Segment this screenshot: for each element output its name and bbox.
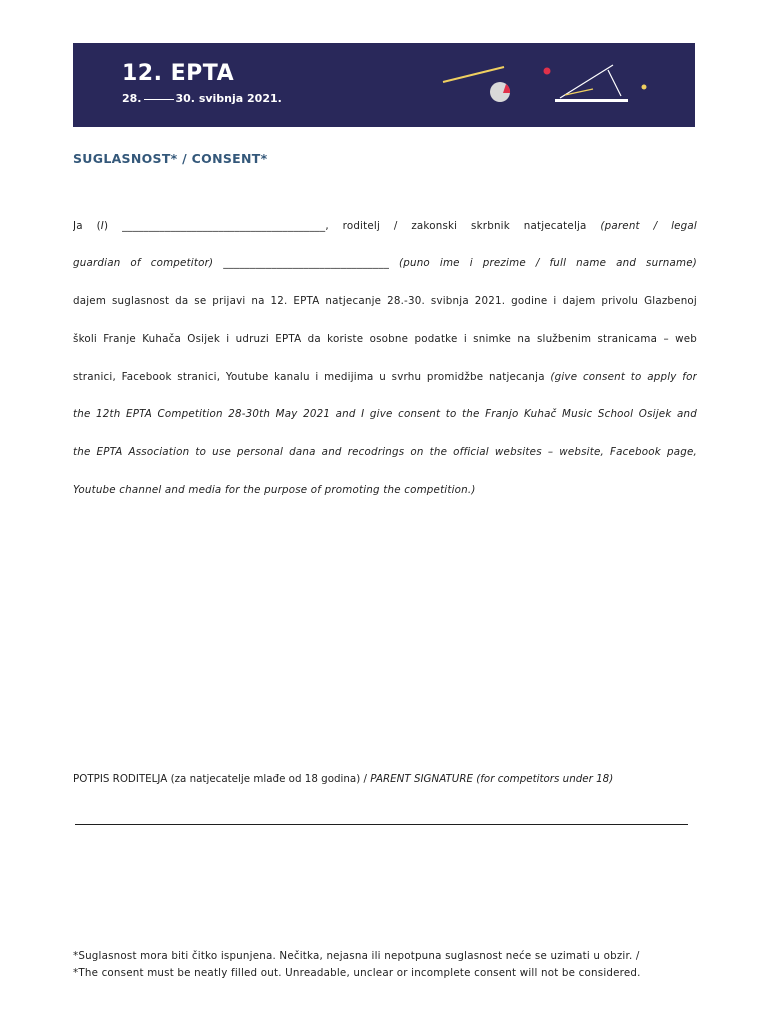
signature-label: POTPIS RODITELJA (za natjecatelje mlađe od 18 godina) / PARENT SIGNATURE (for competitors under 18) [73, 773, 614, 785]
body-line-6: the 12th EPTA Competition 28-30th May 2021 and I give consent to the Franjo Kuhač Music School Osijek and [73, 408, 697, 420]
yellow-dot [642, 85, 647, 90]
white-diagonal-line [560, 65, 613, 98]
body-line-3: dajem suglasnost da se prijavi na 12. EPTA natjecanje 28.-30. svibnja 2021. godine i dajem privolu Glazbenoj [73, 295, 697, 307]
signature-line[interactable] [75, 824, 688, 825]
body-line-7: the EPTA Association to use personal dana and recodrings on the official websites – website, Facebook page, [73, 446, 697, 458]
red-dot [544, 68, 551, 75]
header-banner [73, 43, 695, 127]
body-line-8: Youtube channel and media for the purpose of promoting the competition.) [73, 484, 476, 496]
consent-heading: SUGLASNOST* / CONSENT* [73, 151, 268, 166]
body-line-5: stranici, Facebook stranici, Youtube kanalu i medijima u svrhu promidžbe natjecanja (give consent to apply for [73, 371, 697, 383]
body-line-2: guardian of competitor) _______________________________ (puno ime i prezime / full name and surname) [73, 257, 697, 269]
event-title: 12. EPTA [122, 61, 235, 86]
yellow-stroke-left [443, 67, 504, 82]
body-line-4: školi Franje Kuhača Osijek i udruzi EPTA da koriste osobne podatke i snimke na službenim stranicama – web [73, 333, 697, 345]
date-start: 28. [122, 92, 142, 105]
banner-illustration [73, 43, 695, 127]
body-line-1: Ja (I) ______________________________________, roditelj / zakonski skrbnik natjecatelja (parent / legal [73, 220, 697, 232]
footnote-croatian: *Suglasnost mora biti čitko ispunjena. Nečitka, nejasna ili nepotpuna suglasnost neće se uzimati u obzir. / [73, 950, 640, 962]
white-slant-line [608, 70, 621, 96]
date-end: 30. svibnja 2021. [175, 92, 282, 105]
white-base-bar [555, 99, 628, 102]
footnote-english: *The consent must be neatly filled out. Unreadable, unclear or incomplete consent will not be considered. [73, 967, 641, 979]
